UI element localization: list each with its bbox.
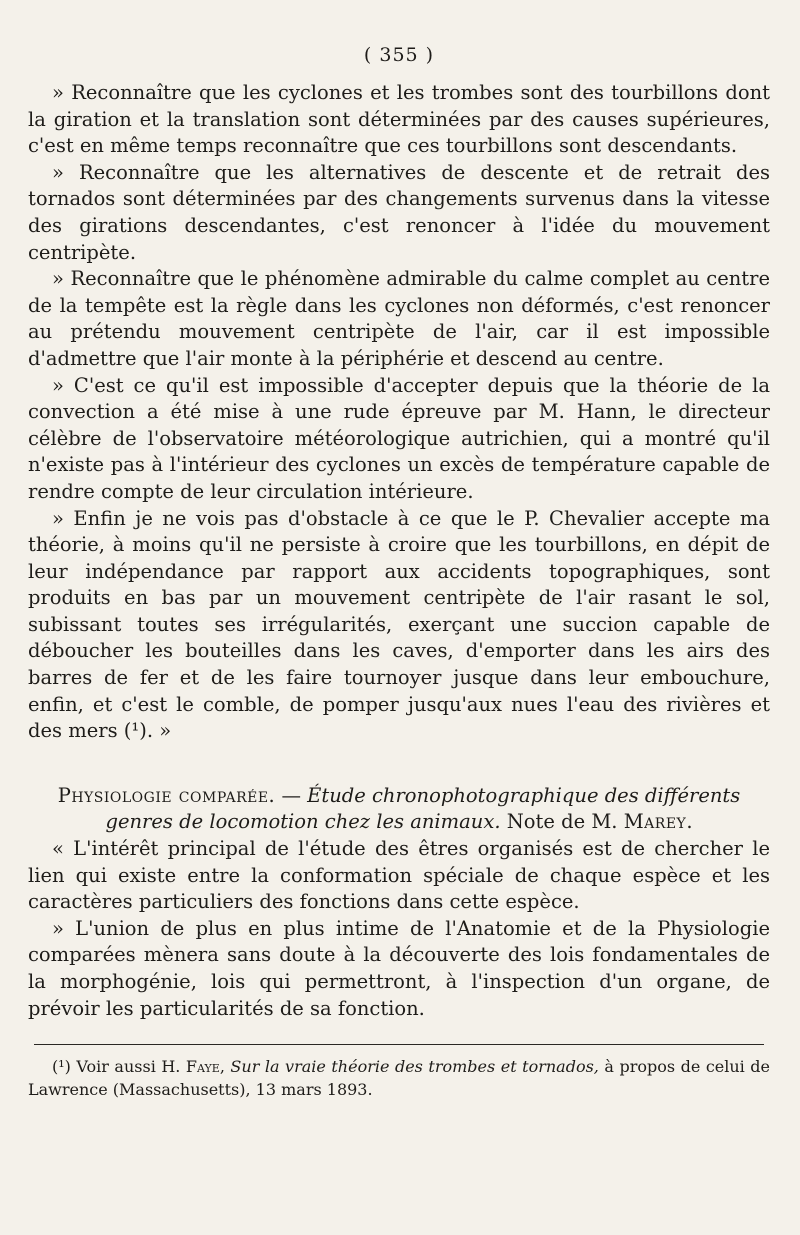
faye-letter-body [28,80,770,745]
footnote-title: Sur la vraie théorie des trombes et tornados, [230,1057,599,1077]
paragraph-chevalier: » Enfin je ne vois pas d'obstacle à ce que le P. Chevalier accepte ma théorie, à moins qu'il ne persiste à croire que les tourbillons, en dépit de leur indépendance par rapport aux accidents topographiques, sont produits en bas par un mouvement centripète de l'air rasant le sol, subissant toutes ses irrégularités, exerçant une succion capable de déboucher les bouteilles dans les caves, d'emporter dans les airs des barres de fer et de les faire tournoyer jusque dans leur embouchure, enfin, et c'est le comble, de pomper jusqu'aux nues l'eau des rivières et des mers (¹). » [28,506,770,743]
footnote-sep: , [219,1057,231,1077]
section-label: Physiologie comparée. [57,783,276,807]
article-author: Marey [623,810,687,834]
paragraph-tornados-retrait: » Reconnaître que les alternatives de descente et de retrait des tornados sont déterminées par des changements survenus dans la vitesse des girations descendantes, c'est renoncer à l'idée du mouvement centripète. [28,160,770,264]
footnote-divider [34,1044,764,1045]
article-heading [28,783,770,836]
footnote [28,1055,770,1101]
page-number: ( 355 ) [363,44,435,66]
note-prefix: Note de M. [500,810,624,834]
footnote-post: à propos de celui de Lawrence (Massachusetts), 13 mars 1893. [28,1057,771,1100]
footnote-author: Faye [185,1057,220,1077]
heading-dash: — [275,783,308,807]
paragraph-interet-principal: « L'intérêt principal de l'étude des êtres organisés est de chercher le lien qui existe entre la conformation spéciale de chaque espèce et les caractères particuliers des fonctions dans cette espèce. [28,837,770,914]
paragraph-convection-hann: » C'est ce qu'il est impossible d'accepter depuis que la théorie de la convection a été mise à une rude épreuve par M. Hann, le directeur célèbre de l'observatoire météorologique autrichien, qui a montré qu'il n'existe pas à l'intérieur des cyclones un excès de température capable de rendre compte de leur circulation intérieure. [28,373,770,503]
article-title: Étude chronophotographique des différents genres de locomotion chez les animaux. [105,783,741,834]
document-page [28,44,770,1101]
author-suffix: . [686,810,693,834]
paragraph-cyclones-descendants: » Reconnaître que les cyclones et les trombes sont des tourbillons dont la giration et la translation sont déterminées par des causes supérieures, c'est en même temps reconnaître que ces tourbillons sont descendants. [28,81,770,158]
marey-note-body [28,836,770,1022]
paragraph-calme-centre: » Reconnaître que le phénomène admirable du calme complet au centre de la tempête est la règle dans les cyclones non déformés, c'est renoncer au prétendu mouvement centripète de l'air, car il est impossible d'admettre que l'air monte à la périphérie et descend au centre. [28,267,770,370]
paragraph-anatomie-physiologie: » L'union de plus en plus intime de l'Anatomie et de la Physiologie comparées mènera sans doute à la découverte des lois fondamentales de la morphogénie, lois qui permettront, à l'inspection d'un organe, de prévoir les particularités de sa fonction. [28,916,770,1020]
footnote-pre: Voir aussi H. [70,1057,186,1077]
footnote-marker: (¹) [52,1057,71,1077]
